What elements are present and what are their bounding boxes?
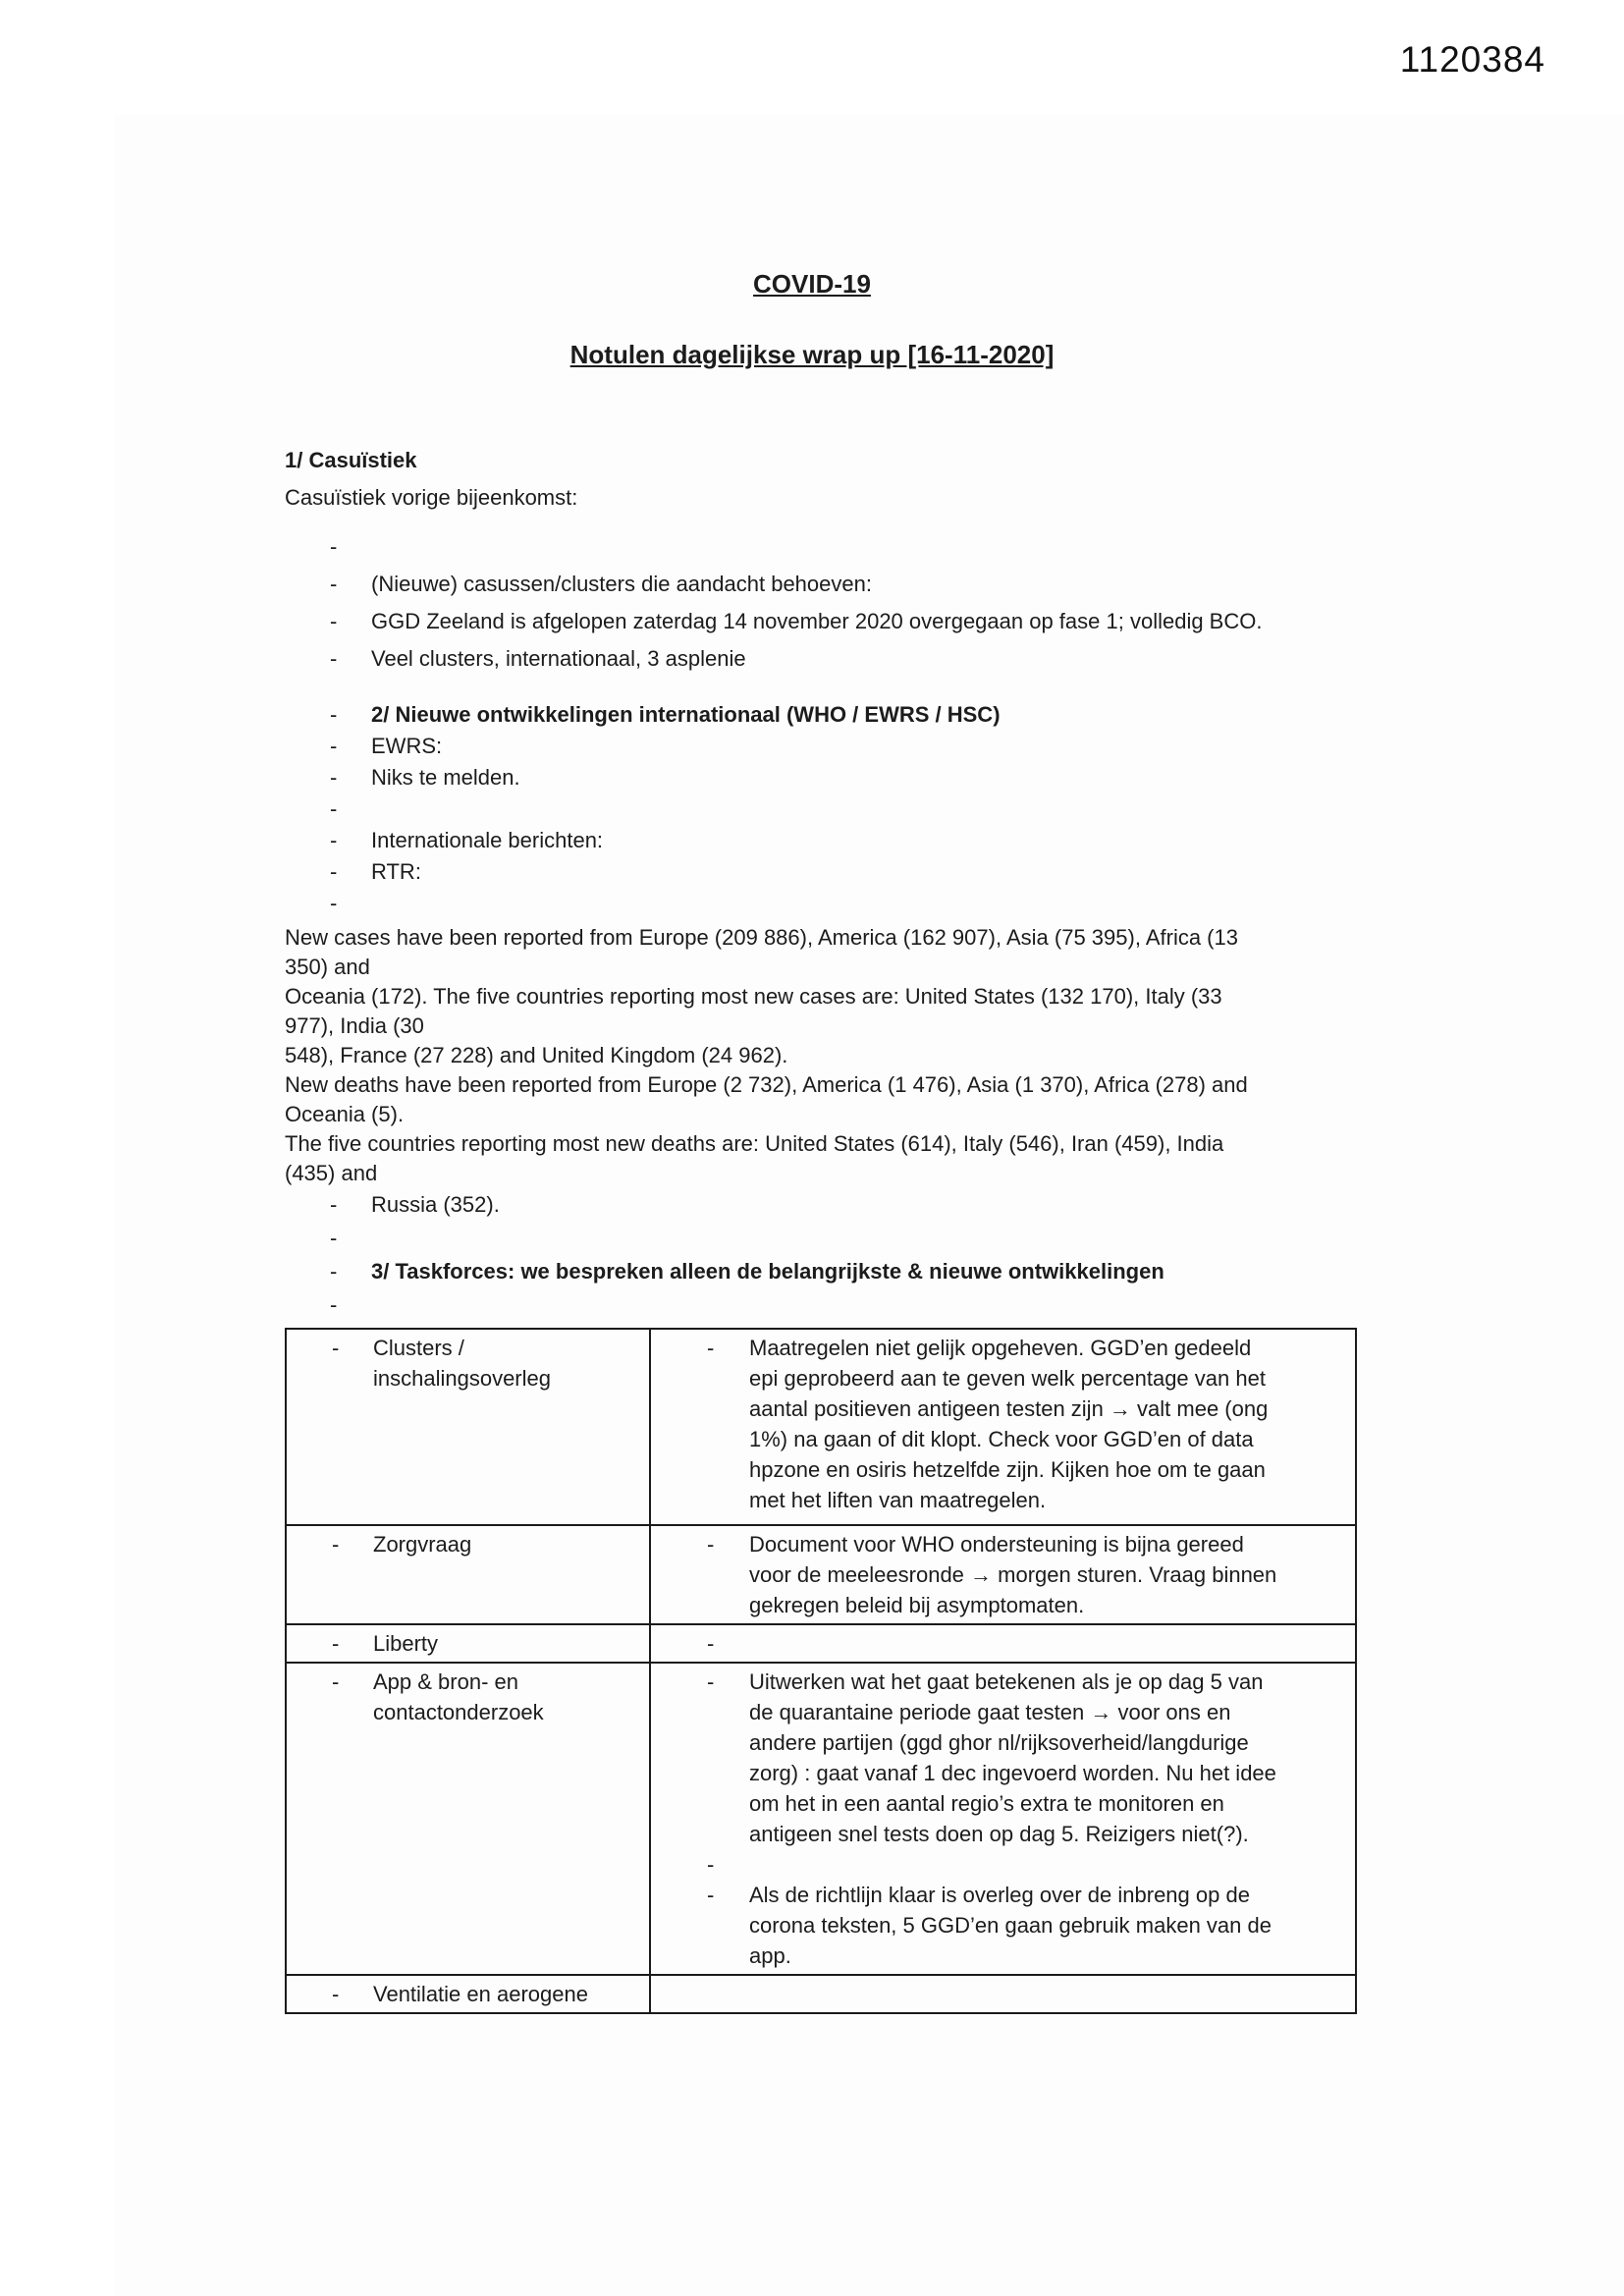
- table-cell-line: [651, 1819, 1355, 1849]
- table-cell-text: Clusters /: [373, 1336, 464, 1360]
- paragraph-line: Oceania (5).: [285, 1102, 405, 1126]
- table-cell-text: gekregen beleid bij asymptomaten.: [749, 1593, 1085, 1617]
- table-cell-text: Als de richtlijn klaar is overleg over de inbreng op de: [749, 1883, 1250, 1907]
- bullet-spacer: [285, 678, 1343, 699]
- table-cell-line: [651, 1758, 1355, 1788]
- table-cell-line: [651, 1697, 1355, 1727]
- bullet-text: RTR:: [371, 859, 421, 884]
- table-cell-left: [287, 1625, 651, 1662]
- bullet-dash: -: [330, 1259, 338, 1284]
- bullet-dash: -: [330, 891, 338, 915]
- table-cell-line: [287, 1667, 649, 1697]
- bullet-item: [285, 888, 1343, 919]
- table-cell-right: [651, 1664, 1355, 1974]
- table-cell-text: andere partijen (ggd ghor nl/rijksoverheid/langdurige: [749, 1730, 1249, 1755]
- bullet-text: Veel clusters, internationaal, 3 asplenie: [371, 646, 746, 671]
- table-cell-line: [651, 1454, 1355, 1485]
- table-cell-line: [287, 1333, 649, 1363]
- bullet-text: 2/ Nieuwe ontwikkelingen internationaal (WHO / EWRS / HSC): [371, 702, 1001, 727]
- paragraph-line: 977), India (30: [285, 1013, 424, 1038]
- bullet-dash: -: [330, 702, 338, 727]
- table-cell-text: de quarantaine periode gaat testen → voor ons en: [749, 1700, 1231, 1724]
- table-cell-text: Zorgvraag: [373, 1532, 472, 1557]
- table-cell-line: [651, 1424, 1355, 1454]
- table-cell-text: 1%) na gaan of dit klopt. Check voor GGD’en of data: [749, 1427, 1254, 1451]
- bullet-dash: -: [332, 1532, 340, 1557]
- table-cell-line: [287, 1979, 649, 2009]
- section-heading: 1/ Casuïstiek: [285, 448, 417, 472]
- table-cell-text: voor de meeleesronde → morgen sturen. Vraag binnen: [749, 1562, 1277, 1587]
- table-cell-text: contactonderzoek: [373, 1700, 544, 1724]
- bullet-item: [285, 1222, 1343, 1255]
- table-cell-text: Liberty: [373, 1631, 439, 1656]
- paragraph-line: The five countries reporting most new deaths are: United States (614), Italy (546), Iran (459), India: [285, 1131, 1224, 1156]
- paragraph-line: 548), France (27 228) and United Kingdom (24 962).: [285, 1043, 788, 1067]
- bullet-item: [285, 566, 1343, 603]
- table-cell-line: [651, 1529, 1355, 1559]
- page-title: COVID-19: [753, 269, 871, 299]
- bullet-item: [285, 762, 1343, 793]
- table-cell-left: [287, 1976, 651, 2012]
- bullet-item: [285, 1288, 1343, 1322]
- bullet-dash: -: [332, 1631, 340, 1656]
- table-cell-left: [287, 1330, 651, 1524]
- bullet-text: EWRS:: [371, 734, 443, 758]
- title-block: [0, 267, 1624, 371]
- paragraph-line: New cases have been reported from Europe (209 886), America (162 907), Asia (75 395), Africa (13: [285, 925, 1238, 950]
- table-row: [287, 1974, 1355, 2012]
- section-intro: Casuïstiek vorige bijeenkomst:: [285, 485, 578, 510]
- table-cell-line: [651, 1363, 1355, 1394]
- table-cell-text: Ventilatie en aerogene: [373, 1982, 588, 2006]
- table-cell-text: hpzone en osiris hetzelfde zijn. Kijken hoe om te gaan: [749, 1457, 1266, 1482]
- table-cell-line: [651, 1394, 1355, 1424]
- table-cell-line: [287, 1628, 649, 1659]
- bullet-dash: -: [332, 1669, 340, 1694]
- table-cell-right: [651, 1976, 1355, 2012]
- bullet-dash: -: [707, 1883, 715, 1907]
- bullet-item: [285, 825, 1343, 856]
- bullet-dash: -: [330, 646, 338, 671]
- table-cell-line: [651, 1941, 1355, 1971]
- table-cell-left: [287, 1664, 651, 1974]
- table-cell-text: aantal positieven antigeen testen zijn → valt mee (ong: [749, 1396, 1269, 1421]
- page-subtitle: Notulen dagelijkse wrap up [16-11-2020]: [569, 340, 1055, 369]
- table-cell-text: Document voor WHO ondersteuning is bijna gereed: [749, 1532, 1244, 1557]
- bullet-dash: -: [707, 1532, 715, 1557]
- table-cell-line: [651, 1849, 1355, 1880]
- bullet-dash: -: [330, 765, 338, 790]
- table-cell-text: App & bron- en: [373, 1669, 518, 1694]
- table-cell-line: [651, 1910, 1355, 1941]
- bullet-dash: -: [330, 734, 338, 758]
- table-cell-line: [651, 1667, 1355, 1697]
- table-row: [287, 1623, 1355, 1662]
- table-cell-right: [651, 1625, 1355, 1662]
- table-row: [287, 1524, 1355, 1623]
- bullet-dash: -: [330, 572, 338, 596]
- bullet-item: [285, 856, 1343, 888]
- table-cell-text: inschalingsoverleg: [373, 1366, 551, 1391]
- bullet-text: (Nieuwe) casussen/clusters die aandacht behoeven:: [371, 572, 872, 596]
- table-cell-text: Uitwerken wat het gaat betekenen als je op dag 5 van: [749, 1669, 1264, 1694]
- table-cell-line: [287, 1529, 649, 1559]
- bullet-item: [285, 731, 1343, 762]
- table-cell-text: Maatregelen niet gelijk opgeheven. GGD’en gedeeld: [749, 1336, 1252, 1360]
- bullet-item: [285, 699, 1343, 731]
- bullet-dash: -: [330, 1292, 338, 1317]
- bullet-dash: -: [330, 796, 338, 821]
- table-row: [287, 1330, 1355, 1524]
- table-cell-text: epi geprobeerd aan te geven welk percentage van het: [749, 1366, 1266, 1391]
- table-cell-line: [651, 1880, 1355, 1910]
- table-cell-line: [651, 1628, 1355, 1659]
- paragraph-line: New deaths have been reported from Europe (2 732), America (1 476), Asia (1 370), Africa (278) and: [285, 1072, 1248, 1097]
- table-cell-right: [651, 1526, 1355, 1623]
- paragraph-line: Oceania (172). The five countries reporting most new cases are: United States (132 170), Italy (33: [285, 984, 1222, 1009]
- table-cell-text: met het liften van maatregelen.: [749, 1488, 1047, 1512]
- bullet-dash: -: [332, 1336, 340, 1360]
- table-cell-text: app.: [749, 1943, 791, 1968]
- bullet-dash: -: [332, 1982, 340, 2006]
- table-cell-text: om het in een aantal regio’s extra te monitoren en: [749, 1791, 1224, 1816]
- statistics-paragraph: [285, 923, 1343, 1188]
- bullet-dash: -: [330, 609, 338, 633]
- bullet-dash: -: [707, 1669, 715, 1694]
- document-body: [0, 442, 1624, 2014]
- bullet-text: Niks te melden.: [371, 765, 520, 790]
- bullet-item: [285, 1188, 1343, 1222]
- table-cell-left: [287, 1526, 651, 1623]
- table-cell-line: [651, 1485, 1355, 1515]
- bullet-list-top: [285, 528, 1343, 919]
- bullet-dash: -: [330, 534, 338, 559]
- table-cell-line: [287, 1697, 649, 1727]
- table-cell-right: [651, 1330, 1355, 1524]
- doc-number: 1120384: [1399, 39, 1545, 80]
- table-cell-text: antigeen snel tests doen op dag 5. Reizigers niet(?).: [749, 1822, 1249, 1846]
- paragraph-line: (435) and: [285, 1161, 378, 1185]
- table-cell-line: [651, 1727, 1355, 1758]
- bullet-item: [285, 528, 1343, 566]
- table-cell-text: zorg) : gaat vanaf 1 dec ingevoerd worden. Nu het idee: [749, 1761, 1276, 1785]
- table-cell-line: [651, 1559, 1355, 1590]
- bullet-text: 3/ Taskforces: we bespreken alleen de belangrijkste & nieuwe ontwikkelingen: [371, 1259, 1164, 1284]
- bullet-text: Russia (352).: [371, 1192, 500, 1217]
- bullet-dash: -: [707, 1336, 715, 1360]
- bullet-dash: -: [707, 1631, 715, 1656]
- bullet-item: [285, 603, 1343, 640]
- bullet-list-bottom: [285, 1188, 1343, 1322]
- table-row: [287, 1662, 1355, 1974]
- bullet-dash: -: [330, 859, 338, 884]
- taskforce-table: [285, 1328, 1357, 2014]
- paragraph-line: 350) and: [285, 955, 370, 979]
- bullet-text: Internationale berichten:: [371, 828, 604, 852]
- table-cell-text: corona teksten, 5 GGD’en gaan gebruik maken van de: [749, 1913, 1272, 1938]
- bullet-dash: -: [330, 1192, 338, 1217]
- bullet-item: [285, 640, 1343, 678]
- table-cell-line: [287, 1363, 649, 1394]
- bullet-item: [285, 793, 1343, 825]
- bullet-dash: -: [707, 1852, 715, 1877]
- table-cell-line: [651, 1333, 1355, 1363]
- bullet-dash: -: [330, 828, 338, 852]
- bullet-dash: -: [330, 1226, 338, 1250]
- table-cell-line: [651, 1788, 1355, 1819]
- table-cell-line: [651, 1590, 1355, 1620]
- bullet-text: GGD Zeeland is afgelopen zaterdag 14 november 2020 overgegaan op fase 1; volledig BCO.: [371, 609, 1263, 633]
- bullet-item: [285, 1255, 1343, 1288]
